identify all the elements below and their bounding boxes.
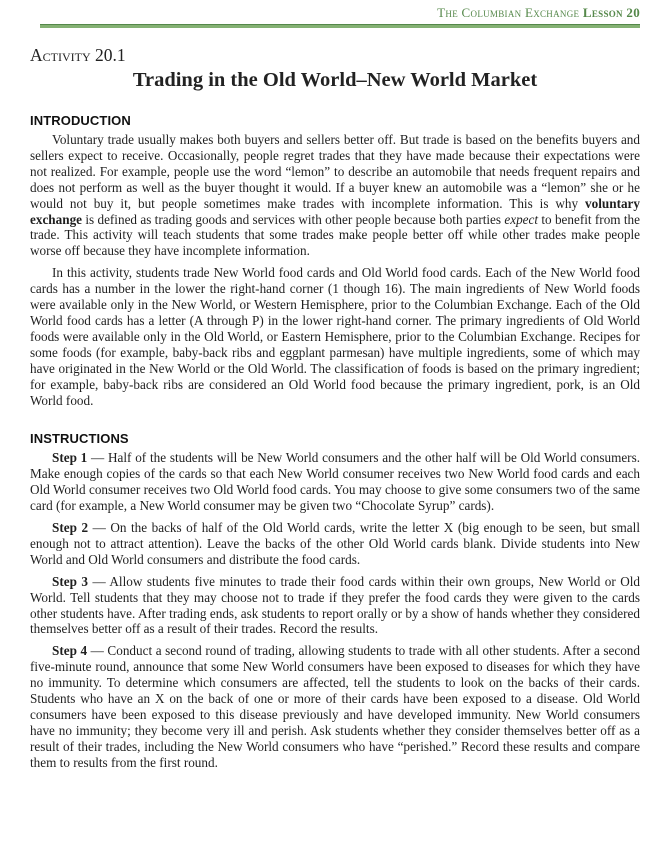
instructions-heading: INSTRUCTIONS — [30, 431, 129, 447]
running-header — [30, 6, 640, 20]
step-1-text: — Half of the students will be New World consumers and the other half will be Old World consumers. Make enough copies of the cards so that each New World consumer receives two New World food cards and each Old World consumer receives two Old World food cards. You may choose to give some consumers two of the same card (for example, a New World consumer may be given two “Chocolate Syrup” cards). — [30, 450, 640, 514]
step-4-label: Step 4 — [52, 643, 88, 659]
step-3-label: Step 3 — [52, 573, 88, 589]
introduction-paragraph-1: Voluntary trade usually makes both buyers and sellers better off. But trade is based on the benefits buyers and sellers expect to receive. Occasionally, people regret trades that they have made because their expectations were not realized. For example, people use the word “lemon” to describe an automobile that needs frequent repairs and does not perform as well as the buyer thought it would. If a buyer knew an automobile was a “lemon” she or he would not buy it, but people sometimes make trades with incomplete information. This is why voluntary exchange is defined as trading goods and services with other people because both parties expect to benefit from the trade. This activity will teach students that some trades make people better off while other trades make people worse off because they have incomplete information. — [30, 132, 640, 259]
running-header-book-title: The Columbian Exchange — [437, 5, 583, 20]
step-4-text: — Conduct a second round of trading, allowing students to trade with all other students. After a second five-minute round, announce that some New World consumers have been exposed to diseases for which they have no immunity. To determine which consumers are affected, tell the students to look on the backs of their cards. Students who have an X on the back of one or more of their cards have been exposed to a disease. Old World consumers have been exposed to this disease previously and have developed immunity. New World consumers have no immunity; they become very ill and perish. Ask students whether they consider themselves better off as a result of their trades, including the New World consumers who have “perished.” Record these results and compare them to results from the first round. — [30, 643, 640, 770]
instructions-step-4 — [30, 643, 640, 770]
instructions-step-1 — [30, 450, 640, 514]
activity-label: Activity 20.1 — [30, 45, 126, 65]
page-title: Trading in the Old World–New World Market — [132, 69, 538, 91]
introduction-paragraph-2: In this activity, students trade New World food cards and Old World food cards. Each of the New World food cards has a number in the lower the right-hand corner (1 though 16). The main ingredients of New World foods were available only in the New World, or Western Hemisphere, prior to the Columbian Exchange. Each of the Old World food cards has a letter (A through P) in the lower right-hand corner. The primary ingredients of Old World foods were available only in the Old World, or Eastern Hemisphere, prior to the Columbian Exchange. Recipes for some foods (for example, baby-back ribs and eggplant parmesan) have multiple ingredients, some of which may have originated in the New World or the Old World. The classification of foods is based on the primary ingredient; for example, baby-back ribs are considered an Old World food because the primary ingredient, pork, is an Old World food. — [30, 265, 640, 408]
step-3-text: — Allow students five minutes to trade their food cards within their own groups, New World or Old World. Tell students that they may choose not to trade if they prefer the food cards they were given to the cards other students have. After trading ends, ask students to report orally or by a show of hands whether they considered themselves better off as a result of their trades. Record the results. — [30, 573, 640, 637]
step-1-label: Step 1 — [52, 450, 88, 466]
step-2-label: Step 2 — [52, 520, 89, 536]
instructions-step-2 — [30, 520, 640, 568]
step-2-text: — On the backs of half of the Old World cards, write the letter X (big enough to be seen, but small enough not to attract attention). Leave the backs of the other Old World cards blank. Divide students into New World and Old World consumers and distribute the food cards. — [30, 520, 640, 567]
introduction-heading: INTRODUCTION — [30, 113, 131, 128]
running-header-lesson-number: Lesson 20 — [582, 5, 640, 20]
instructions-step-3 — [30, 574, 640, 638]
header-divider-rule — [40, 24, 640, 28]
